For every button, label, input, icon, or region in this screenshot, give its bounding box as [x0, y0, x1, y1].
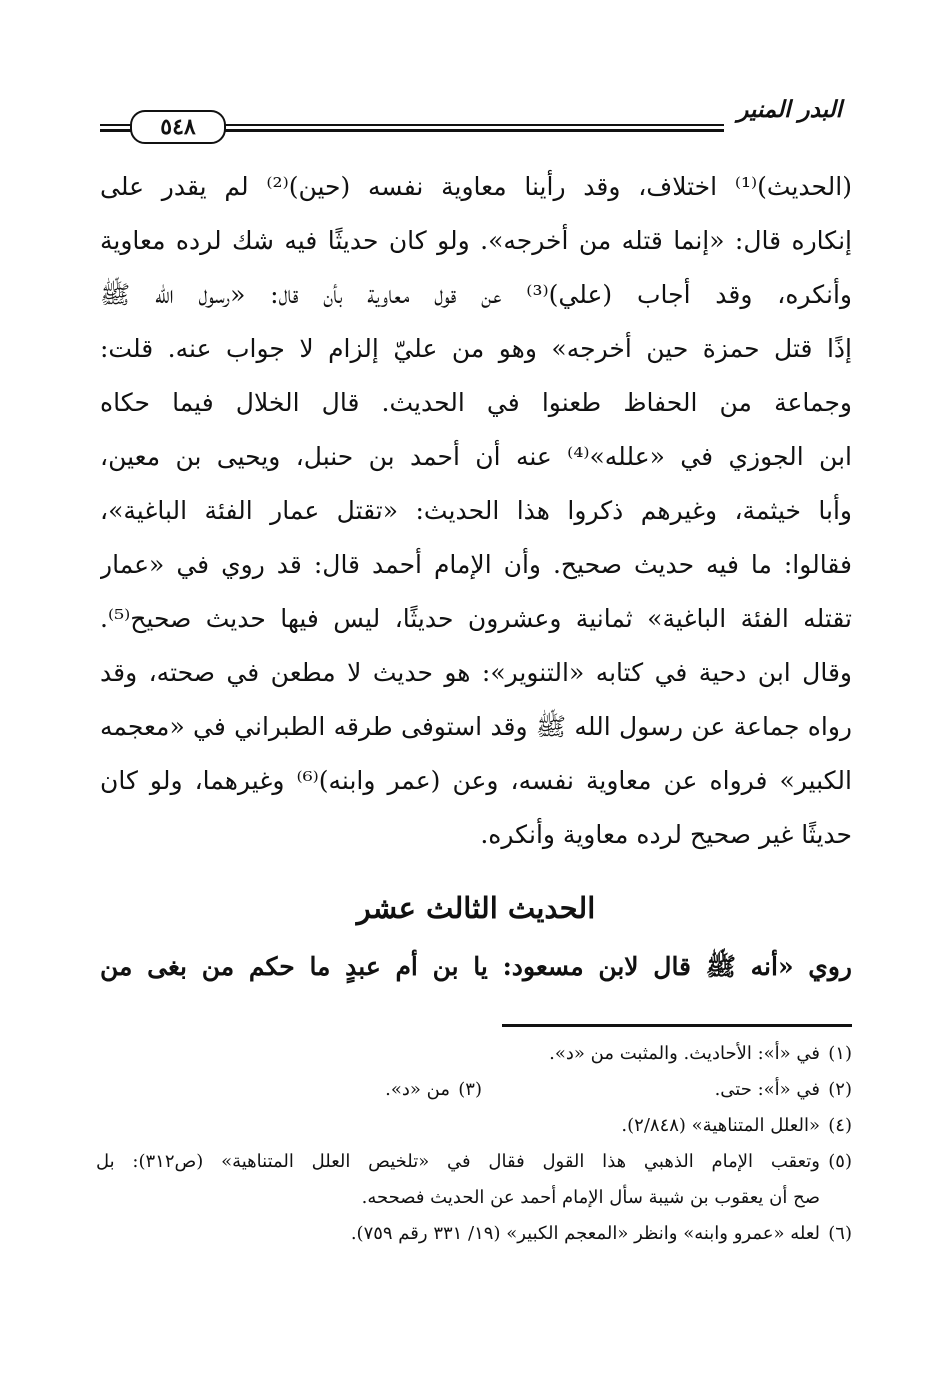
- footnote-5: [96, 1144, 852, 1180]
- section-heading: الحديث الثالث عشر: [356, 891, 596, 925]
- footnote-text: وتعقب الإمام الذهبي هذا القول فقال في «تلخيص العلل المتناهية» (ص٣١٢): بل: [96, 1151, 820, 1172]
- footnote-3: [385, 1072, 482, 1108]
- footnote-1: [96, 1036, 852, 1072]
- footnote-5-continued: [96, 1180, 852, 1216]
- footnote-text: في «أ»: الأحاديث. والمثبت من «د».: [549, 1043, 820, 1064]
- text-line: (الحديث)⁽¹⁾ اختلاف، وقد رأينا معاوية نفسه (حين)⁽²⁾ لم يقدر على: [100, 172, 852, 201]
- footnote-text: من «د».: [385, 1079, 450, 1100]
- footnote-text: «العلل المتناهية» (٢/٨٤٨).: [621, 1115, 820, 1136]
- running-title: البدر المنير: [737, 96, 842, 123]
- main-text: [100, 160, 852, 862]
- footnote-text: صح أن يعقوب بن شيبة سأل الإمام أحمد عن الحديث فصححه.: [361, 1187, 820, 1208]
- footnote-2: [715, 1079, 852, 1100]
- footnote-number: (٦): [828, 1223, 852, 1244]
- footnotes: [96, 1036, 852, 1252]
- text-line: فقالوا: ما فيه حديث صحيح. وأن الإمام أحمد قال: قد روي في «عمار: [100, 550, 852, 579]
- text-line: وأنكره، وقد أجاب (علي)⁽³⁾ عن قول معاوية بأن قال: «رسول الله ﷺ: [100, 280, 852, 309]
- footnote-text: لعله «عمرو وابنه» وانظر «المعجم الكبير» (١٩/ ٣٣١ رقم ٧٥٩).: [350, 1223, 820, 1244]
- footnote-number: (١): [828, 1043, 852, 1064]
- text-line: وقال ابن دحية في كتابه «التنوير»: هو حديث لا مطعن في صحته، وقد: [100, 658, 852, 687]
- footnote-pair: [96, 1072, 852, 1108]
- text-line: إنكاره قال: «إنما قتله من أخرجه». ولو كان حديثًا فيه شك لرده معاوية: [100, 226, 852, 255]
- hadith-text-line: روي «أنه ﷺ قال لابن مسعود: يا بن أم عبدٍ ما حكم من بغى من: [100, 952, 852, 981]
- text-line: الكبير» فرواه عن معاوية نفسه، وعن (عمر وابنه)⁽⁶⁾ وغيرهما، ولو كان: [100, 766, 852, 795]
- footnote-number: (٤): [828, 1115, 852, 1136]
- footnote-4: [96, 1108, 852, 1144]
- footnote-separator: [502, 1024, 852, 1027]
- footnote-number: (٢): [828, 1079, 852, 1100]
- text-line: تقتله الفئة الباغية» ثمانية وعشرون حديثًا، ليس فيها حديث صحيح⁽⁵⁾.: [100, 604, 852, 633]
- header-rule: [100, 129, 126, 132]
- page-number: ٥٤٨: [130, 110, 226, 144]
- text-line: إذًا قتل حمزة حين أخرجه» وهو من عليّ إلزام لا جواب عنه. قلت:: [100, 334, 852, 363]
- text-line: رواه جماعة عن رسول الله ﷺ وقد استوفى طرقه الطبراني في «معجمه: [100, 712, 852, 741]
- text-line: وجماعة من الحفاظ طعنوا في الحديث. قال الخلال فيما حكاه: [100, 388, 852, 417]
- text-line: حديثًا غير صحيح لرده معاوية وأنكره.: [480, 820, 852, 849]
- footnote-number: (٣): [458, 1079, 482, 1100]
- footnote-text: في «أ»: حتى.: [714, 1079, 820, 1100]
- footnote-6: [96, 1216, 852, 1252]
- header-rule: [100, 124, 126, 126]
- footnote-number: (٥): [828, 1151, 852, 1172]
- text-line: ابن الجوزي في «علله»⁽⁴⁾ عنه أن أحمد بن حنبل، ويحيى بن معين،: [100, 442, 852, 471]
- page-header: [100, 96, 852, 140]
- text-line: وأبا خيثمة، وغيرهم ذكروا هذا الحديث: «تقتل عمار الفئة الباغية»،: [100, 496, 852, 525]
